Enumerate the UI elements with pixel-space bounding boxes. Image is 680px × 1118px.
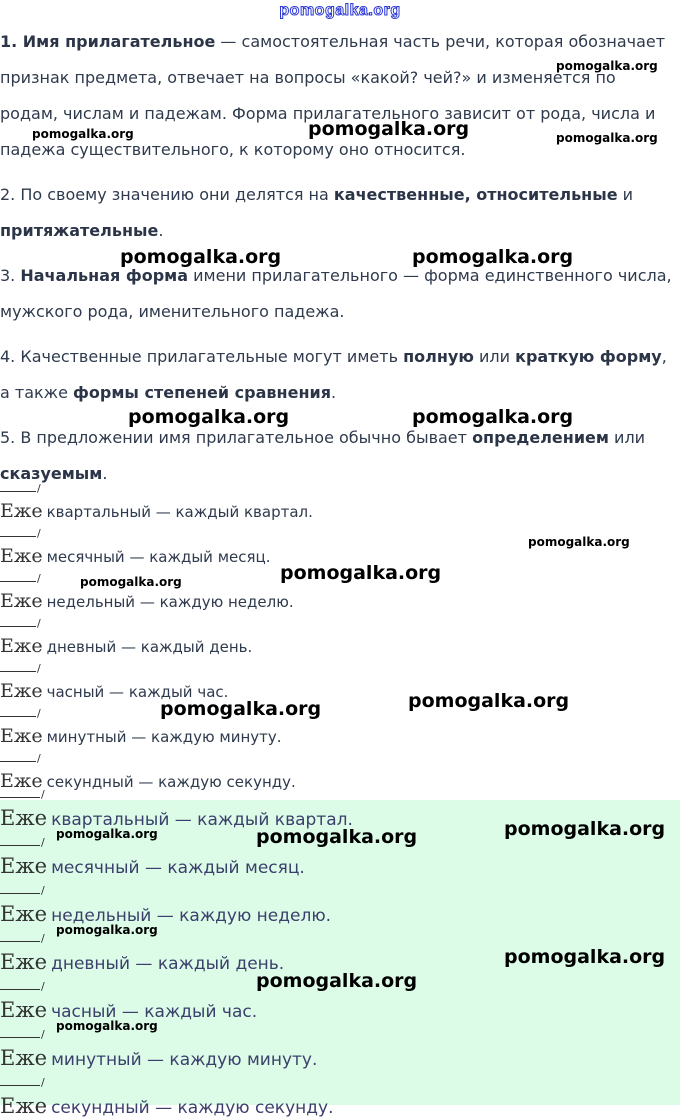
p2-bold-a: качественные, относительные xyxy=(333,185,618,204)
watermark: pomogalka.org xyxy=(556,59,658,73)
list-item xyxy=(0,723,282,747)
highlighted-list-item xyxy=(0,948,284,974)
prefix-eje: Еже / xyxy=(0,996,47,1022)
list-item-text: секундный — каждую секунду. xyxy=(51,1098,334,1118)
p5-text-a: 5. В предложении имя прилагательное обычно бывает xyxy=(0,428,473,447)
p4-text-a: 4. Качественные прилагательные могут иметь xyxy=(0,347,404,366)
paragraph-initial-form xyxy=(0,258,672,330)
p2-text-c: . xyxy=(158,221,164,240)
p2-text-a: 2. По своему значению они делятся на xyxy=(0,185,334,204)
p3-text-a: 3. xyxy=(0,266,21,285)
watermark: pomogalka.org xyxy=(408,690,570,712)
watermark: pomogalka.org xyxy=(56,1019,158,1033)
watermark: pomogalka.org xyxy=(556,131,658,145)
site-logo[interactable]: pomogalka.org xyxy=(279,2,401,19)
highlighted-list-item xyxy=(0,1092,333,1118)
list-item-text: дневный — каждый день. xyxy=(46,638,253,656)
list-item xyxy=(0,498,313,522)
p2-bold-b: притяжательные xyxy=(0,221,159,240)
watermark: pomogalka.org xyxy=(504,946,666,968)
prefix-eje: Еже / xyxy=(0,948,47,974)
paragraph-definition xyxy=(0,24,672,168)
watermark: pomogalka.org xyxy=(308,118,470,140)
list-item-text: недельный — каждую неделю. xyxy=(46,593,294,611)
p4-text-b: или xyxy=(473,347,516,366)
prefix-eje: Еже / xyxy=(0,1092,47,1118)
highlighted-list-item xyxy=(0,900,331,926)
prefix-eje: Еже / xyxy=(0,768,43,792)
list-item xyxy=(0,633,252,657)
list-item-text: недельный — каждую неделю. xyxy=(51,906,332,926)
prefix-eje: Еже / xyxy=(0,900,47,926)
p4-bold-c: формы степеней сравнения xyxy=(73,383,331,402)
watermark: pomogalka.org xyxy=(160,698,322,720)
p4-bold-b: краткую форму xyxy=(515,347,662,366)
list-item-text: квартальный — каждый квартал. xyxy=(46,503,313,521)
watermark: pomogalka.org xyxy=(56,827,158,841)
prefix-eje: Еже / xyxy=(0,723,43,747)
watermark: pomogalka.org xyxy=(120,246,282,268)
prefix-eje: Еже / xyxy=(0,678,43,702)
list-item-text: месячный — каждый месяц. xyxy=(51,858,305,878)
prefix-eje: Еже / xyxy=(0,1044,47,1070)
p4-text-d: . xyxy=(330,383,337,402)
list-item-text: часный — каждый час. xyxy=(46,683,229,701)
list-item-text: месячный — каждый месяц. xyxy=(46,548,271,566)
watermark: pomogalka.org xyxy=(504,818,666,840)
paragraph-qualitative xyxy=(0,339,672,411)
list-item-text: квартальный — каждый квартал. xyxy=(51,810,353,830)
list-item xyxy=(0,588,294,612)
prefix-eje: Еже / xyxy=(0,852,47,878)
term-adjective: 1. Имя прилагательное xyxy=(0,32,216,51)
p4-text-c: , а также xyxy=(0,347,667,402)
watermark: pomogalka.org xyxy=(80,575,182,589)
highlighted-list-item xyxy=(0,852,305,878)
watermark: pomogalka.org xyxy=(528,535,630,549)
list-item-text: минутный — каждую минуту. xyxy=(51,1050,318,1070)
p2-text-b: и xyxy=(617,185,634,204)
p3-bold-a: Начальная форма xyxy=(20,266,189,285)
p5-bold-a: определением xyxy=(472,428,609,447)
list-item-text: секундный — каждую секунду. xyxy=(46,773,296,791)
paragraph-syntax-role xyxy=(0,420,672,492)
prefix-eje: Еже / xyxy=(0,588,43,612)
p5-text-b: или xyxy=(608,428,646,447)
watermark: pomogalka.org xyxy=(412,246,574,268)
watermark: pomogalka.org xyxy=(32,127,134,141)
list-item xyxy=(0,543,271,567)
definition-text: — самостоятельная часть речи, которая обозначает признак предмета, отвечает на вопросы «какой? чей?» и изменяется по родам, числам и падежам. Форма прилагательного зависит от рода, числа и падежа существительного, к которому оно относится. xyxy=(0,32,666,159)
list-item-text: дневный — каждый день. xyxy=(51,954,285,974)
p3-text-b: имени прилагательного — форма единственного числа, мужского рода, именительного падежа. xyxy=(0,266,672,321)
p4-bold-a: полную xyxy=(403,347,474,366)
watermark: pomogalka.org xyxy=(56,923,158,937)
prefix-eje: Еже / xyxy=(0,633,43,657)
p5-text-c: . xyxy=(102,464,108,483)
paragraph-meaning xyxy=(0,177,672,249)
watermark: pomogalka.org xyxy=(412,406,574,428)
prefix-eje: Еже / xyxy=(0,543,43,567)
p5-bold-b: сказуемым xyxy=(0,464,103,483)
list-item-text: минутный — каждую минуту. xyxy=(46,728,282,746)
watermark: pomogalka.org xyxy=(128,406,290,428)
highlighted-list-item xyxy=(0,1044,317,1070)
watermark: pomogalka.org xyxy=(256,826,418,848)
prefix-eje: Еже / xyxy=(0,804,47,830)
watermark: pomogalka.org xyxy=(256,970,418,992)
prefix-eje: Еже / xyxy=(0,498,43,522)
list-item-text: часный — каждый час. xyxy=(51,1002,258,1022)
watermark: pomogalka.org xyxy=(280,562,442,584)
